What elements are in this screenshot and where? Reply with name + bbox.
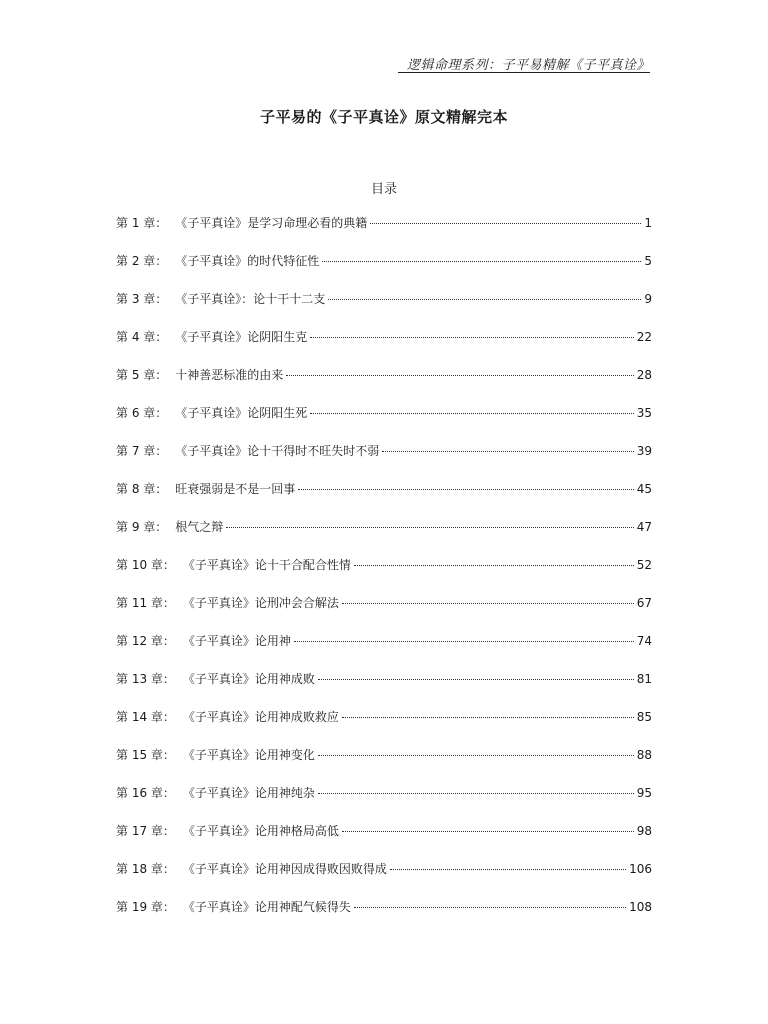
toc-chapter-number: 第 12 章： — [116, 634, 175, 648]
toc-entry[interactable] — [116, 554, 652, 592]
toc-entry[interactable] — [116, 440, 652, 478]
toc-page-number: 45 — [636, 482, 652, 496]
toc-page-number: 5 — [644, 254, 652, 268]
toc-page-number: 108 — [629, 900, 652, 914]
toc-chapter-title: 《子平真诠》论用神配气候得失 — [182, 900, 351, 914]
toc-entry[interactable] — [116, 820, 652, 858]
toc-chapter-number: 第 13 章： — [116, 672, 175, 686]
toc-chapter-title: 《子平真诠》论十干合配合性情 — [182, 558, 351, 572]
document-title: 子平易的《子平真诠》原文精解完本 — [259, 108, 508, 126]
table-of-contents — [116, 212, 652, 934]
toc-dot-leader — [342, 717, 634, 718]
toc-chapter-number: 第 6 章： — [116, 406, 168, 420]
toc-entry[interactable] — [116, 592, 652, 630]
toc-dot-leader — [354, 565, 634, 566]
toc-chapter-title: 《子平真诠》的时代特征性 — [175, 254, 320, 268]
toc-page-number: 39 — [636, 444, 652, 458]
toc-chapter-title: 《子平真诠》论用神 — [182, 634, 291, 648]
toc-chapter-number: 第 2 章： — [116, 254, 168, 268]
toc-page-number: 95 — [636, 786, 652, 800]
toc-dot-leader — [370, 223, 641, 224]
toc-entry[interactable] — [116, 212, 652, 250]
toc-chapter-title: 旺衰强弱是不是一回事 — [175, 482, 296, 496]
toc-page-number: 88 — [636, 748, 652, 762]
toc-page-number: 67 — [636, 596, 652, 610]
toc-chapter-number: 第 17 章： — [116, 824, 175, 838]
toc-chapter-number: 第 4 章： — [116, 330, 168, 344]
toc-entry[interactable] — [116, 706, 652, 744]
toc-chapter-title: 《子平真诠》论阴阳生克 — [175, 330, 308, 344]
toc-chapter-number: 第 7 章： — [116, 444, 168, 458]
series-header-text: 逻辑命理系列：子平易精解《子平真诠》 — [406, 58, 650, 73]
toc-entry[interactable] — [116, 744, 652, 782]
toc-dot-leader — [382, 451, 633, 452]
toc-dot-leader — [310, 413, 633, 414]
toc-dot-leader — [354, 907, 626, 908]
toc-dot-leader — [342, 603, 634, 604]
toc-dot-leader — [318, 679, 634, 680]
toc-page-number: 35 — [636, 406, 652, 420]
toc-dot-leader — [318, 755, 634, 756]
toc-page-number: 9 — [644, 292, 652, 306]
toc-entry[interactable] — [116, 782, 652, 820]
toc-dot-leader — [390, 869, 626, 870]
toc-chapter-number: 第 11 章： — [116, 596, 175, 610]
toc-dot-leader — [310, 337, 633, 338]
toc-chapter-number: 第 5 章： — [116, 368, 168, 382]
toc-entry[interactable] — [116, 858, 652, 896]
toc-chapter-title: 《子平真诠》是学习命理必看的典籍 — [175, 216, 368, 230]
toc-page-number: 52 — [636, 558, 652, 572]
toc-chapter-number: 第 8 章： — [116, 482, 168, 496]
toc-chapter-number: 第 14 章： — [116, 710, 175, 724]
toc-chapter-title: 《子平真诠》论十干得时不旺失时不弱 — [175, 444, 380, 458]
toc-chapter-title: 《子平真诠》论用神成败 — [182, 672, 315, 686]
toc-dot-leader — [226, 527, 633, 528]
toc-entry[interactable] — [116, 288, 652, 326]
toc-heading: 目录 — [370, 182, 397, 197]
toc-entry[interactable] — [116, 478, 652, 516]
toc-entry[interactable] — [116, 896, 652, 934]
toc-entry[interactable] — [116, 402, 652, 440]
toc-dot-leader — [294, 641, 634, 642]
toc-entry[interactable] — [116, 250, 652, 288]
toc-page-number: 85 — [636, 710, 652, 724]
toc-page-number: 1 — [644, 216, 652, 230]
toc-chapter-title: 《子平真诠》论刑冲会合解法 — [182, 596, 339, 610]
toc-entry[interactable] — [116, 516, 652, 554]
toc-chapter-number: 第 19 章： — [116, 900, 175, 914]
toc-chapter-title: 《子平真诠》论阴阳生死 — [175, 406, 308, 420]
toc-chapter-number: 第 16 章： — [116, 786, 175, 800]
toc-chapter-title: 《子平真诠》论用神纯杂 — [182, 786, 315, 800]
toc-dot-leader — [328, 299, 641, 300]
toc-chapter-number: 第 9 章： — [116, 520, 168, 534]
toc-chapter-title: 《子平真诠》论用神成败救应 — [182, 710, 339, 724]
header-underline — [398, 72, 650, 73]
toc-chapter-title: 《子平真诠》：论十干十二支 — [175, 292, 326, 306]
page-header — [0, 0, 768, 80]
toc-chapter-title: 《子平真诠》论用神格局高低 — [182, 824, 339, 838]
toc-page-number: 28 — [636, 368, 652, 382]
toc-chapter-title: 《子平真诠》论用神因成得败因败得成 — [182, 862, 387, 876]
toc-entry[interactable] — [116, 364, 652, 402]
toc-chapter-title: 根气之辩 — [175, 520, 224, 534]
toc-page-number: 47 — [636, 520, 652, 534]
toc-page-number: 22 — [636, 330, 652, 344]
toc-entry[interactable] — [116, 668, 652, 706]
toc-page-number: 98 — [636, 824, 652, 838]
toc-dot-leader — [286, 375, 633, 376]
toc-dot-leader — [298, 489, 633, 490]
toc-dot-leader — [318, 793, 634, 794]
toc-page-number: 81 — [636, 672, 652, 686]
toc-dot-leader — [342, 831, 634, 832]
toc-chapter-number: 第 10 章： — [116, 558, 175, 572]
toc-chapter-number: 第 15 章： — [116, 748, 175, 762]
toc-chapter-number: 第 18 章： — [116, 862, 175, 876]
toc-entry[interactable] — [116, 630, 652, 668]
toc-chapter-title: 《子平真诠》论用神变化 — [182, 748, 315, 762]
toc-page-number: 106 — [629, 862, 652, 876]
toc-page-number: 74 — [636, 634, 652, 648]
toc-chapter-title: 十神善恶标准的由来 — [175, 368, 284, 382]
toc-entry[interactable] — [116, 326, 652, 364]
toc-dot-leader — [322, 261, 641, 262]
toc-chapter-number: 第 3 章： — [116, 292, 168, 306]
toc-chapter-number: 第 1 章： — [116, 216, 168, 230]
